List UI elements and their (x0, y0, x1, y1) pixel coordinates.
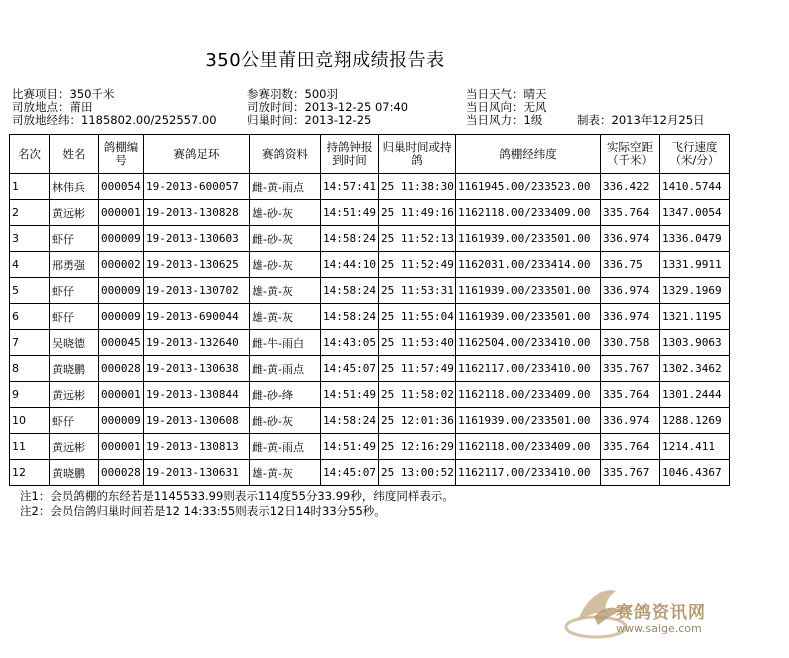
cell-arrival-time: 25 11:52:49 (379, 252, 456, 278)
cell-speed: 1303.9063 (660, 330, 730, 356)
cell-distance: 336.75 (601, 252, 660, 278)
cell-clock-time: 14:44:10 (321, 252, 379, 278)
cell-arrival-time: 25 11:57:49 (379, 356, 456, 382)
cell-bird-info: 雄-黄-灰 (250, 278, 321, 304)
cell-arrival-time: 25 12:01:36 (379, 408, 456, 434)
cell-arrival-time: 25 12:16:29 (379, 434, 456, 460)
cell-name: 虾仔 (50, 408, 99, 434)
cell-loft-id: 000002 (99, 252, 144, 278)
table-row (10, 330, 730, 356)
cell-loft-id: 000001 (99, 200, 144, 226)
table-row (10, 252, 730, 278)
cell-ring: 19-2013-600057 (144, 174, 250, 200)
cell-ring: 19-2013-130625 (144, 252, 250, 278)
cell-ring: 19-2013-130813 (144, 434, 250, 460)
cell-ring: 19-2013-130603 (144, 226, 250, 252)
cell-rank: 2 (10, 200, 50, 226)
table-row (10, 304, 730, 330)
cell-distance: 336.974 (601, 278, 660, 304)
cell-speed: 1046.4367 (660, 460, 730, 486)
cell-coords: 1162118.00/233409.00 (456, 434, 601, 460)
cell-rank: 1 (10, 174, 50, 200)
cell-rank: 3 (10, 226, 50, 252)
cell-ring: 19-2013-130638 (144, 356, 250, 382)
return-time: 归巢时间：2013-12-25 (247, 113, 372, 127)
cell-distance: 335.767 (601, 356, 660, 382)
watermark-text: 赛鸽资讯网 (616, 603, 706, 623)
cell-loft-id: 000009 (99, 304, 144, 330)
cell-arrival-time: 25 11:49:16 (379, 200, 456, 226)
cell-name: 黄远彬 (50, 382, 99, 408)
results-table (9, 134, 730, 486)
release-place: 司放地点：莆田 (12, 100, 93, 114)
cell-distance: 335.764 (601, 434, 660, 460)
cell-name: 虾仔 (50, 278, 99, 304)
header-distance: 实际空距（千米） (601, 135, 660, 174)
cell-loft-id: 000045 (99, 330, 144, 356)
cell-name: 虾仔 (50, 304, 99, 330)
cell-speed: 1410.5744 (660, 174, 730, 200)
cell-name: 虾仔 (50, 226, 99, 252)
cell-coords: 1162118.00/233409.00 (456, 200, 601, 226)
header-bird-info: 赛鸽资料 (250, 135, 321, 174)
cell-speed: 1347.0054 (660, 200, 730, 226)
entries-count: 参赛羽数：500羽 (247, 87, 338, 101)
cell-speed: 1288.1269 (660, 408, 730, 434)
cell-bird-info: 雄-黄-灰 (250, 460, 321, 486)
cell-name: 黄晓鹏 (50, 356, 99, 382)
cell-clock-time: 14:57:41 (321, 174, 379, 200)
cell-bird-info: 雌-砂-灰 (250, 408, 321, 434)
table-row (10, 434, 730, 460)
header-speed: 飞行速度（米/分） (660, 135, 730, 174)
cell-distance: 336.422 (601, 174, 660, 200)
weather: 当日天气：晴天 (466, 87, 547, 101)
cell-coords: 1161939.00/233501.00 (456, 408, 601, 434)
cell-loft-id: 000009 (99, 278, 144, 304)
header-clock-time: 持鸽钟报到时间 (321, 135, 379, 174)
cell-distance: 335.764 (601, 382, 660, 408)
note-2: 注2：会员信鸽归巢时间若是12 14:33:55则表示12日14时33分55秒。 (20, 504, 386, 518)
header-loft-id: 鸽棚编号 (99, 135, 144, 174)
cell-rank: 9 (10, 382, 50, 408)
cell-bird-info: 雄-砂-灰 (250, 252, 321, 278)
cell-bird-info: 雌-砂-灰 (250, 226, 321, 252)
table-row (10, 278, 730, 304)
cell-bird-info: 雌-砂-绛 (250, 382, 321, 408)
cell-speed: 1331.9911 (660, 252, 730, 278)
table-row (10, 408, 730, 434)
cell-distance: 335.764 (601, 200, 660, 226)
wind-direction: 当日风向：无风 (466, 100, 547, 114)
cell-speed: 1214.411 (660, 434, 730, 460)
cell-rank: 4 (10, 252, 50, 278)
cell-ring: 19-2013-130702 (144, 278, 250, 304)
cell-rank: 8 (10, 356, 50, 382)
cell-speed: 1329.1969 (660, 278, 730, 304)
footnotes (20, 489, 454, 519)
cell-ring: 19-2013-130828 (144, 200, 250, 226)
cell-clock-time: 14:51:49 (321, 382, 379, 408)
cell-name: 邢勇强 (50, 252, 99, 278)
cell-clock-time: 14:45:07 (321, 460, 379, 486)
cell-distance: 336.974 (601, 408, 660, 434)
cell-ring: 19-2013-690044 (144, 304, 250, 330)
cell-bird-info: 雄-黄-灰 (250, 304, 321, 330)
table-row (10, 174, 730, 200)
cell-ring: 19-2013-130844 (144, 382, 250, 408)
cell-coords: 1162504.00/233410.00 (456, 330, 601, 356)
cell-speed: 1302.3462 (660, 356, 730, 382)
table-row (10, 200, 730, 226)
cell-clock-time: 14:51:49 (321, 200, 379, 226)
cell-arrival-time: 25 11:55:04 (379, 304, 456, 330)
cell-clock-time: 14:58:24 (321, 226, 379, 252)
cell-bird-info: 雌-黄-雨点 (250, 356, 321, 382)
cell-loft-id: 000001 (99, 434, 144, 460)
cell-coords: 1161939.00/233501.00 (456, 304, 601, 330)
cell-clock-time: 14:45:07 (321, 356, 379, 382)
cell-name: 林伟兵 (50, 174, 99, 200)
cell-distance: 330.758 (601, 330, 660, 356)
table-row (10, 460, 730, 486)
cell-bird-info: 雌-黄-雨点 (250, 174, 321, 200)
header-arrival-time: 归巢时间或持鸽 (379, 135, 456, 174)
cell-bird-info: 雌-黄-雨点 (250, 434, 321, 460)
wind-force: 当日风力：1级 (466, 113, 543, 127)
cell-arrival-time: 25 13:00:52 (379, 460, 456, 486)
cell-coords: 1162031.00/233414.00 (456, 252, 601, 278)
cell-rank: 10 (10, 408, 50, 434)
release-time: 司放时间：2013-12-25 07:40 (247, 100, 409, 114)
header-coords: 鸽棚经纬度 (456, 135, 601, 174)
cell-loft-id: 000009 (99, 408, 144, 434)
cell-clock-time: 14:58:24 (321, 408, 379, 434)
cell-clock-time: 14:51:49 (321, 434, 379, 460)
cell-arrival-time: 25 11:53:40 (379, 330, 456, 356)
header-ring: 赛鸽足环 (144, 135, 250, 174)
cell-arrival-time: 25 11:53:31 (379, 278, 456, 304)
cell-coords: 1161939.00/233501.00 (456, 278, 601, 304)
cell-rank: 11 (10, 434, 50, 460)
cell-name: 黄远彬 (50, 200, 99, 226)
race-item: 比赛项目：350千米 (12, 87, 115, 101)
cell-distance: 336.974 (601, 304, 660, 330)
cell-ring: 19-2013-132640 (144, 330, 250, 356)
made-date: 制表：2013年12月25日 (577, 113, 705, 127)
cell-arrival-time: 25 11:52:13 (379, 226, 456, 252)
cell-rank: 12 (10, 460, 50, 486)
cell-loft-id: 000001 (99, 382, 144, 408)
cell-loft-id: 000009 (99, 226, 144, 252)
cell-speed: 1301.2444 (660, 382, 730, 408)
release-coords: 司放地经纬：1185802.00/252557.00 (12, 113, 217, 127)
note-1: 注1：会员鸽棚的东经若是1145533.99则表示114度55分33.99秒，纬度同样表示。 (20, 489, 454, 503)
table-header-row (10, 135, 730, 174)
cell-distance: 336.974 (601, 226, 660, 252)
header-name: 姓名 (50, 135, 99, 174)
cell-ring: 19-2013-130631 (144, 460, 250, 486)
table-row (10, 382, 730, 408)
cell-clock-time: 14:58:24 (321, 304, 379, 330)
cell-arrival-time: 25 11:58:02 (379, 382, 456, 408)
cell-bird-info: 雄-砂-灰 (250, 200, 321, 226)
cell-coords: 1161945.00/233523.00 (456, 174, 601, 200)
table-row (10, 226, 730, 252)
cell-speed: 1336.0479 (660, 226, 730, 252)
cell-bird-info: 雌-牛-雨白 (250, 330, 321, 356)
header-rank: 名次 (10, 135, 50, 174)
watermark-url: www.saige.com (616, 622, 702, 635)
cell-loft-id: 000054 (99, 174, 144, 200)
cell-name: 黄晓鹏 (50, 460, 99, 486)
cell-distance: 335.767 (601, 460, 660, 486)
cell-coords: 1162118.00/233409.00 (456, 382, 601, 408)
cell-ring: 19-2013-130608 (144, 408, 250, 434)
cell-name: 吴晓德 (50, 330, 99, 356)
cell-coords: 1162117.00/233410.00 (456, 356, 601, 382)
cell-coords: 1161939.00/233501.00 (456, 226, 601, 252)
cell-clock-time: 14:58:24 (321, 278, 379, 304)
cell-loft-id: 000028 (99, 356, 144, 382)
cell-rank: 7 (10, 330, 50, 356)
cell-rank: 6 (10, 304, 50, 330)
table-row (10, 356, 730, 382)
report-title: 350公里莆田竞翔成绩报告表 (205, 50, 445, 71)
cell-coords: 1162117.00/233410.00 (456, 460, 601, 486)
cell-speed: 1321.1195 (660, 304, 730, 330)
cell-arrival-time: 25 11:38:30 (379, 174, 456, 200)
cell-clock-time: 14:43:05 (321, 330, 379, 356)
cell-name: 黄远彬 (50, 434, 99, 460)
cell-rank: 5 (10, 278, 50, 304)
cell-loft-id: 000028 (99, 460, 144, 486)
